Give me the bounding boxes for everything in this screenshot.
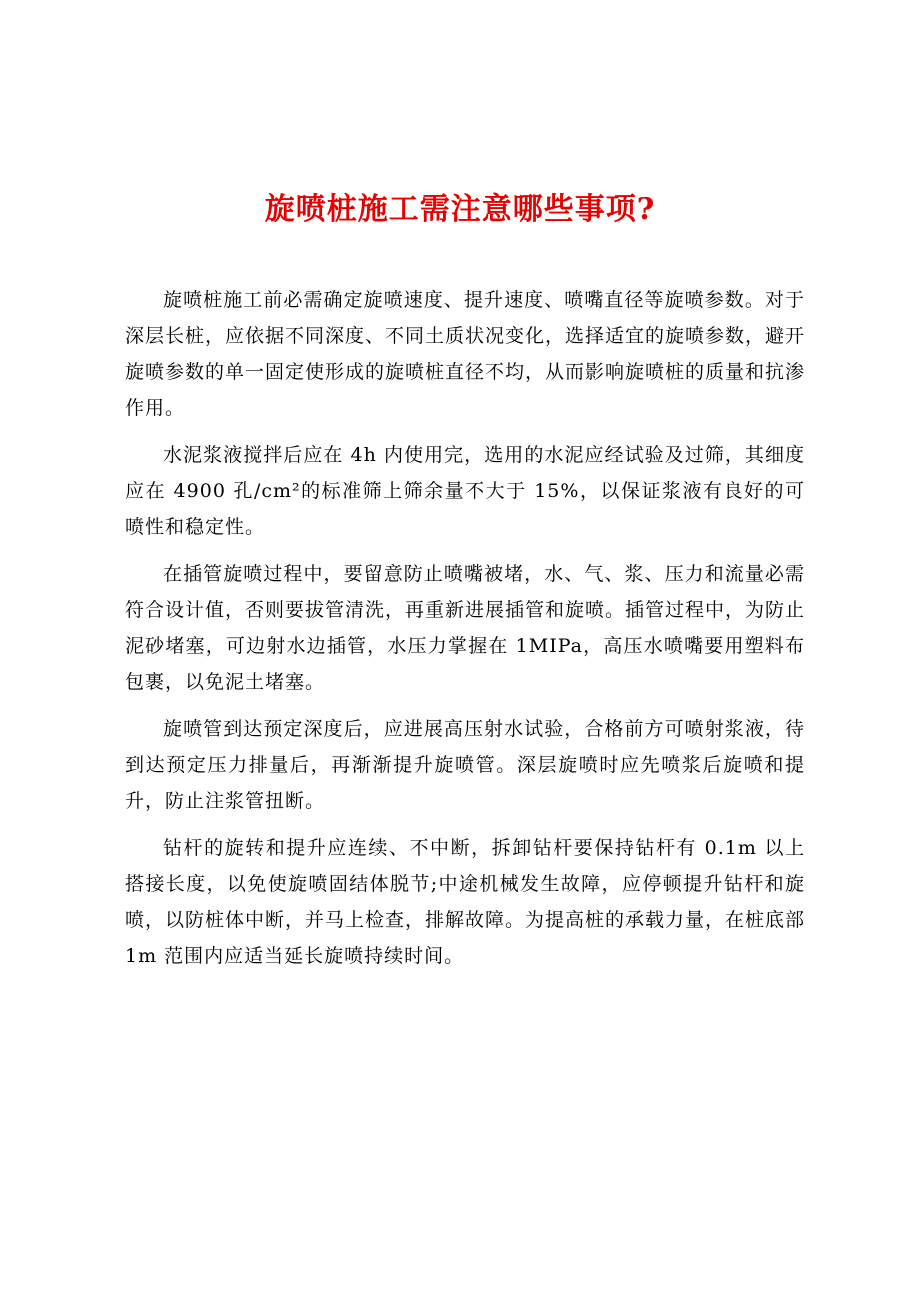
- paragraph-cement-slurry: 水泥浆液搅拌后应在 4h 内使用完，选用的水泥应经试验及过筛，其细度应在 4900 孔/cm²的标准筛上筛余量不大于 15%，以保证浆液有良好的可喷性和稳定性。: [125, 444, 805, 538]
- paragraph-drill-rod: 钻杆的旋转和提升应连续、不中断，拆卸钻杆要保持钻杆有 0.1m 以上搭接长度，以免使旋喷固结体脱节;中途机械发生故障，应停顿提升钻杆和旋喷，以防桩体中断，并马上检查，排解故障。为提高桩的承载力量，在桩底部 1m 范围内应适当延长旋喷持续时间。: [125, 837, 806, 967]
- paragraph-parameters: 旋喷桩施工前必需确定旋喷速度、提升速度、喷嘴直径等旋喷参数。对于深层长桩，应依据不同深度、不同土质状况变化，选择适宜的旋喷参数，避开旋喷参数的单一固定使形成的旋喷桩直径不均，从而影响旋喷桩的质量和抗渗作用。: [125, 289, 806, 419]
- document-body: [125, 282, 805, 985]
- document-title: 旋喷桩施工需注意哪些事项?: [264, 192, 656, 227]
- paragraph-jet-test: 旋喷管到达预定深度后，应进展高压射水试验，合格前方可喷射浆液，待到达预定压力排量后，再渐渐提升旋喷管。深层旋喷时应先喷浆后旋喷和提升，防止注浆管扭断。: [125, 718, 805, 812]
- paragraph-pipe-insertion: 在插管旋喷过程中，要留意防止喷嘴被堵，水、气、浆、压力和流量必需符合设计值，否则要拔管清洗，再重新进展插管和旋喷。插管过程中，为防止泥砂堵塞，可边射水边插管，水压力掌握在 1MIPa，高压水喷嘴要用塑料布包裹，以免泥土堵塞。: [125, 563, 806, 693]
